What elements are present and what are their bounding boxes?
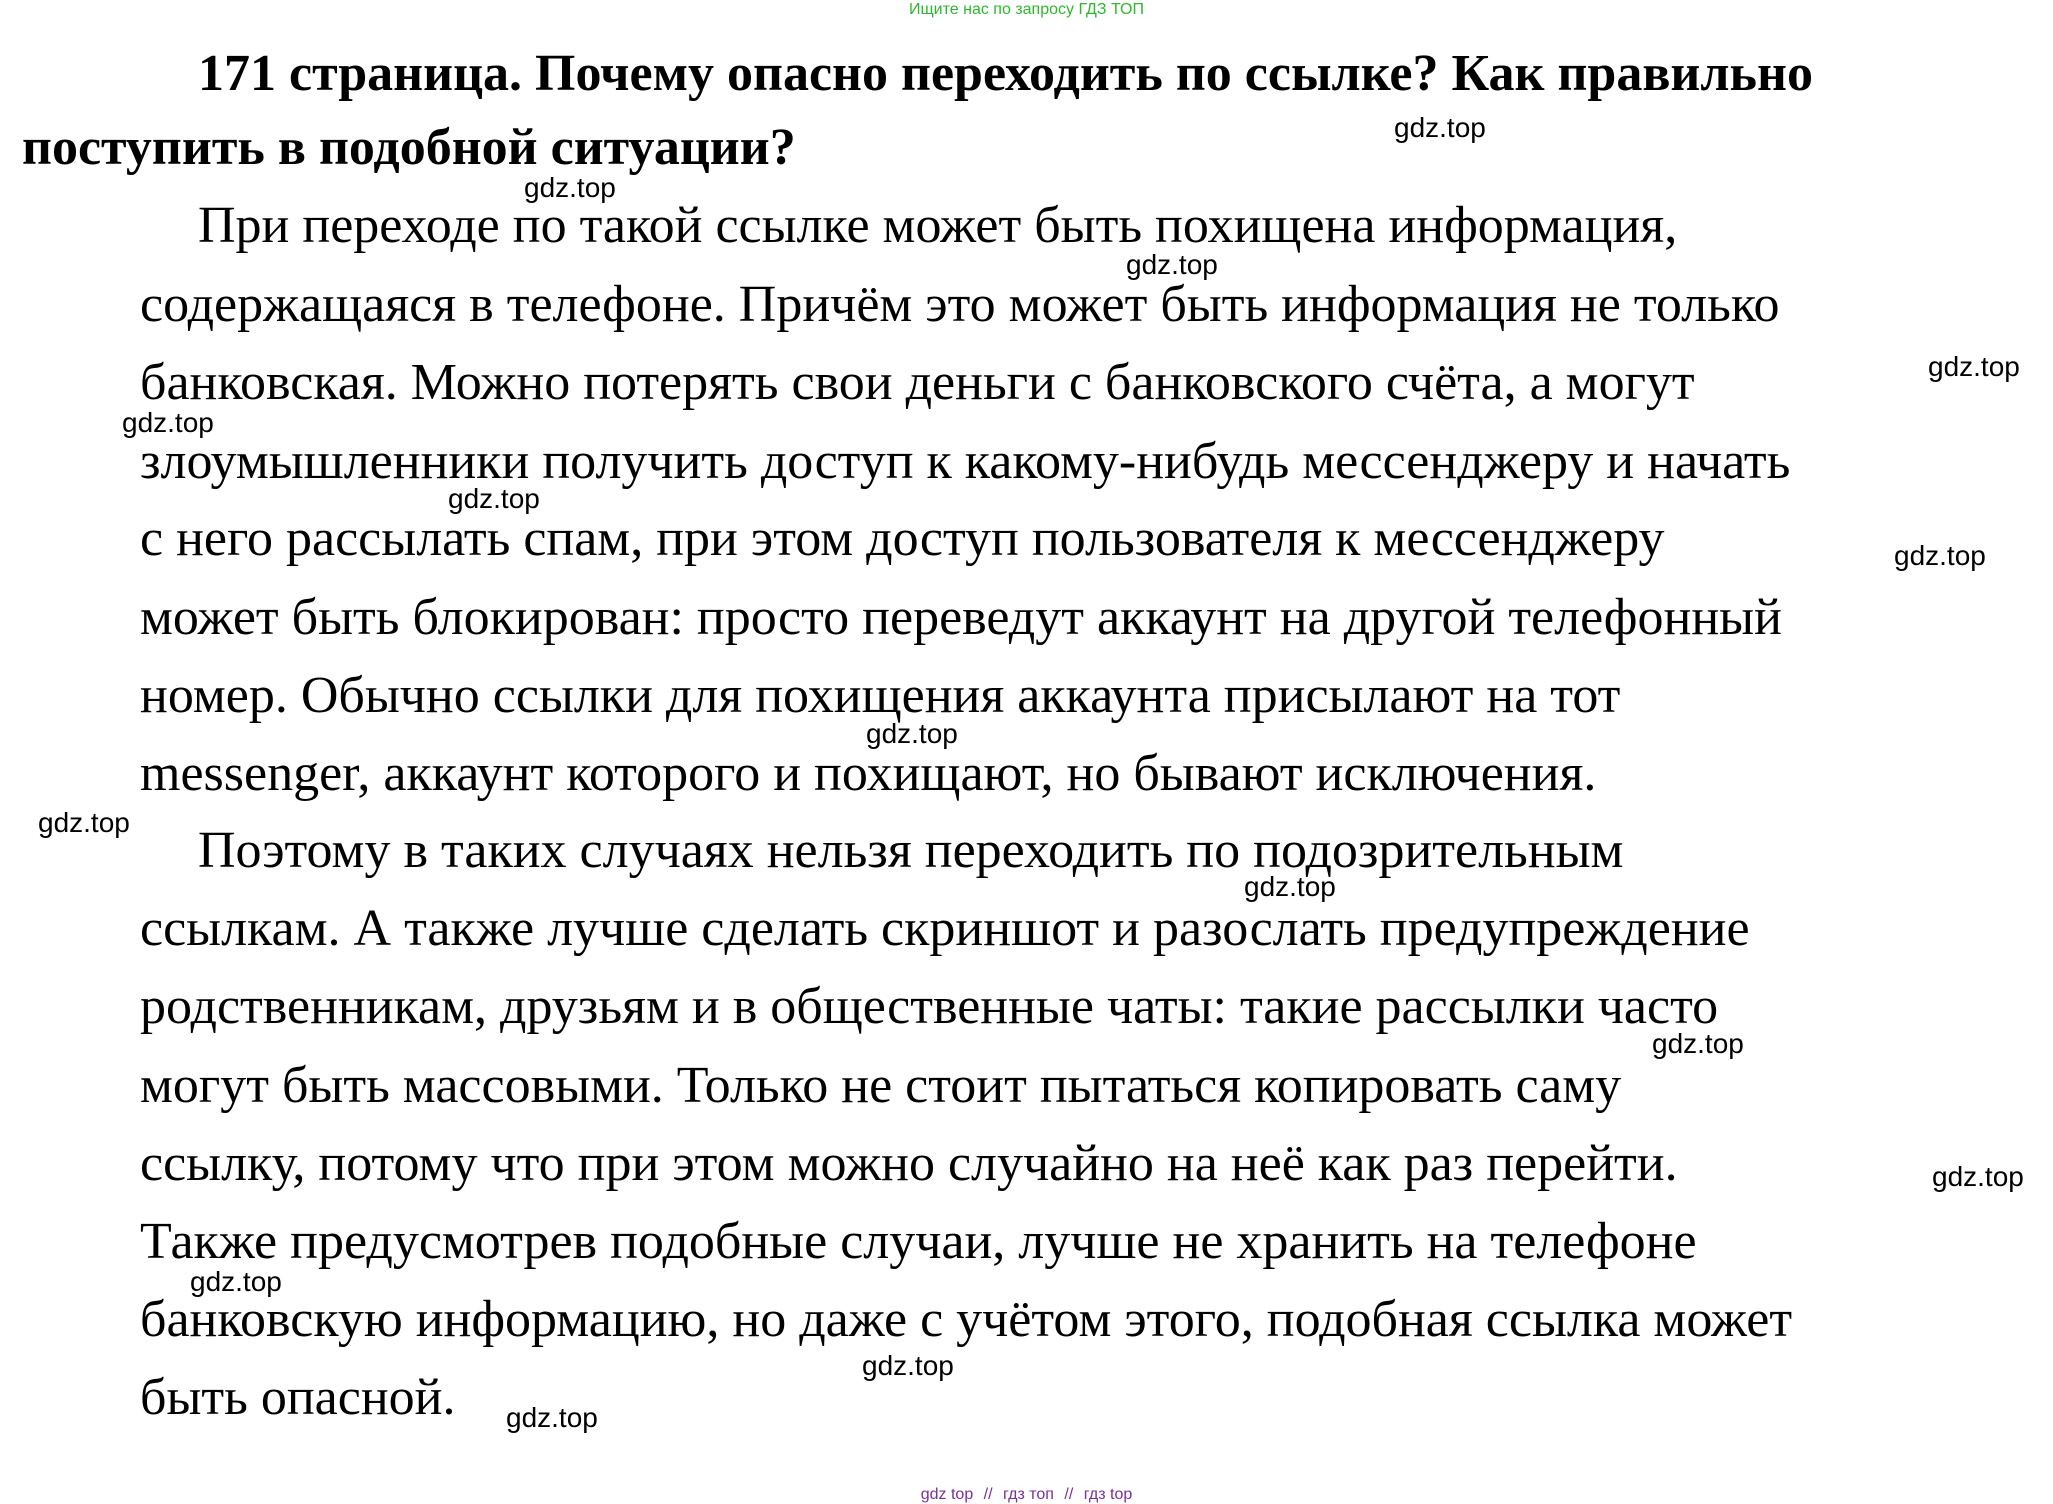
watermark: gdz.top — [1932, 1161, 2024, 1192]
paragraph-1-line: messenger, аккаунт которого и похищают, но бывают исключения. — [140, 745, 1597, 802]
watermark: gdz.top — [1652, 1028, 1744, 1059]
page-title-line-1: 171 страница. Почему опасно переходить по ссылке? Как правильно — [198, 45, 1813, 102]
watermark: gdz.top — [1244, 871, 1336, 902]
paragraph-1-line: банковская. Можно потерять свои деньги с банковского счёта, а могут — [140, 354, 1695, 411]
paragraph-2-line: родственникам, друзьям и в общественные чаты: такие рассылки часто — [140, 978, 1719, 1035]
paragraph-1-line: При переходе по такой ссылке может быть похищена информация, — [198, 197, 1678, 254]
watermark: gdz.top — [1894, 540, 1986, 571]
watermark: gdz.top — [122, 407, 214, 438]
footer-link-gdz-top[interactable]: gdz top — [920, 1486, 974, 1503]
watermark: gdz.top — [524, 172, 616, 203]
watermark: gdz.top — [506, 1402, 598, 1433]
footer — [0, 1486, 2053, 1504]
watermark: gdz.top — [862, 1350, 954, 1381]
paragraph-1-line: может быть блокирован: просто переведут аккаунт на другой телефонный — [140, 589, 1782, 646]
paragraph-1-line: содержащаяся в телефоне. Причём это может быть информация не только — [140, 276, 1780, 333]
paragraph-2-line: банковскую информацию, но даже с учётом этого, подобная ссылка может — [140, 1291, 1793, 1348]
page-title-line-2: поступить в подобной ситуации? — [22, 119, 796, 176]
paragraph-2-line: ссылку, потому что при этом можно случайно на неё как раз перейти. — [140, 1135, 1678, 1192]
footer-separator: // — [983, 1486, 993, 1503]
paragraph-2-line: Поэтому в таких случаях нельзя переходить по подозрительным — [198, 822, 1624, 879]
top-banner: Ищите нас по запросу ГДЗ ТОП — [909, 1, 1144, 18]
watermark: gdz.top — [190, 1266, 282, 1297]
watermark: gdz.top — [448, 483, 540, 514]
paragraph-1-line: номер. Обычно ссылки для похищения аккаунта присылают на тот — [140, 667, 1621, 724]
watermark: gdz.top — [38, 807, 130, 838]
paragraph-2-line: могут быть массовыми. Только не стоит пытаться копировать саму — [140, 1057, 1622, 1114]
watermark: gdz.top — [1928, 351, 2020, 382]
paragraph-2-line: Также предусмотрев подобные случаи, лучше не хранить на телефоне — [140, 1213, 1697, 1270]
paragraph-1-line: злоумышленники получить доступ к какому-нибудь мессенджеру и начать — [140, 433, 1791, 490]
footer-link-gdz-top-ru[interactable]: гдз топ — [1003, 1486, 1054, 1503]
watermark: gdz.top — [1126, 249, 1218, 280]
watermark: gdz.top — [866, 718, 958, 749]
paragraph-2-line: быть опасной. — [140, 1369, 456, 1426]
paragraph-2-line: ссылкам. А также лучше сделать скриншот и разослать предупреждение — [140, 900, 1750, 957]
footer-link-gdz-top-mixed[interactable]: гдз top — [1083, 1486, 1133, 1503]
footer-separator: // — [1064, 1486, 1074, 1503]
paragraph-1-line: с него рассылать спам, при этом доступ пользователя к мессенджеру — [140, 510, 1665, 567]
watermark: gdz.top — [1394, 112, 1486, 143]
